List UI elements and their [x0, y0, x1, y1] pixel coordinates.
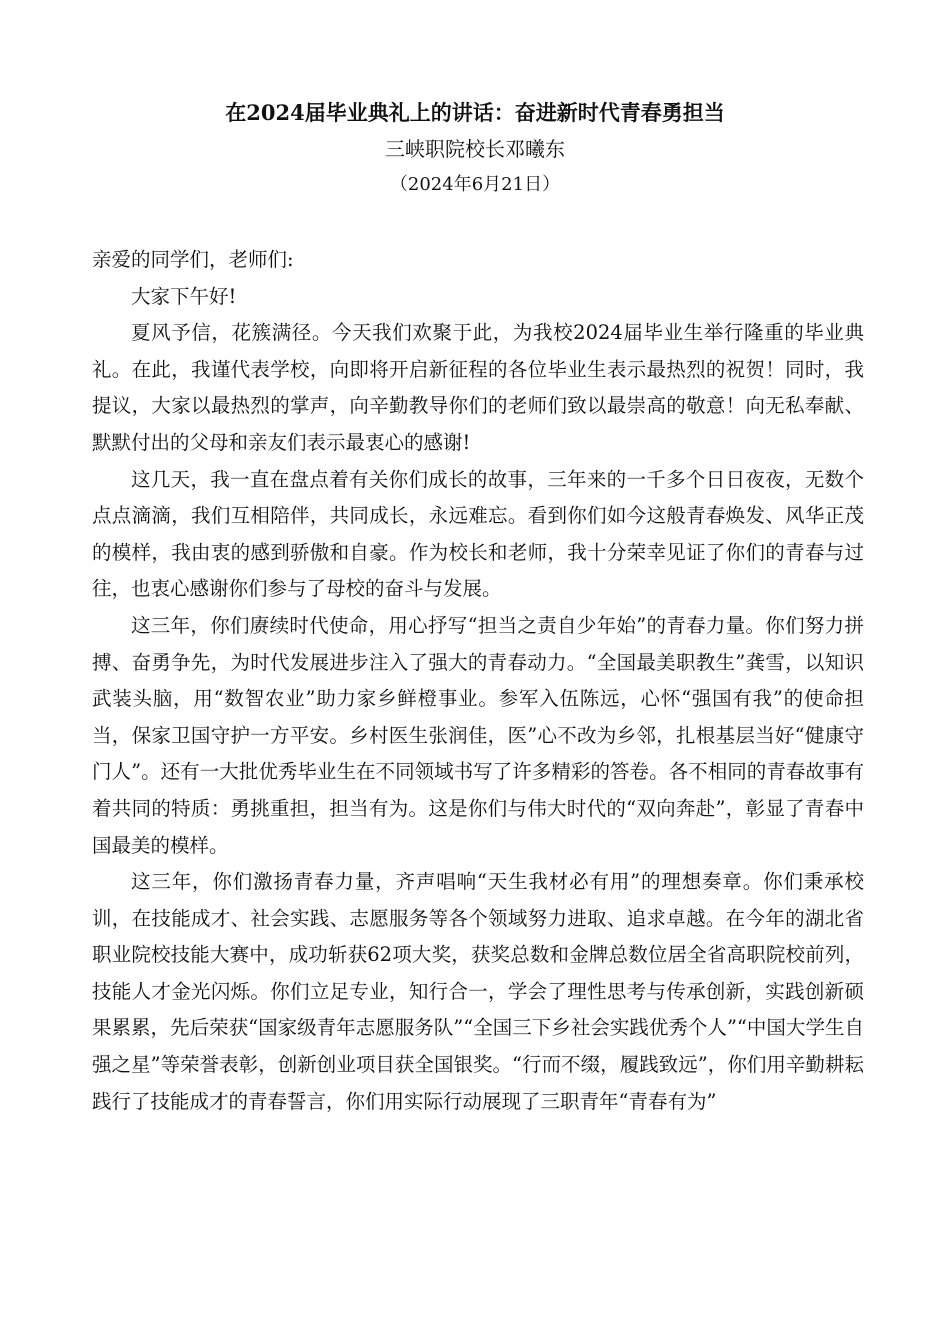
paragraph-opening: 夏风予信，花簇满径。今天我们欢聚于此，为我校2024届毕业生举行隆重的毕业典礼。在此，我谨代表学校，向即将开启新征程的各位毕业生表示最热烈的祝贺！同时，我提议，大家以最热烈的掌声，向辛勤教导你们的老师们致以最崇高的敬意！向无私奉献、默默付出的父母和亲友们表示最衷心的感谢! [92, 321, 864, 454]
document-title: 在2024届毕业典礼上的讲话：奋进新时代青春勇担当 [225, 100, 725, 125]
paragraph-achievements: 这三年，你们激扬青春力量，齐声唱响“天生我材必有用”的理想奏章。你们秉承校训，在技能成才、社会实践、志愿服务等各个领域努力进取、追求卓越。在今年的湖北省职业院校技能大赛中，成功斩获62项大奖，获奖总数和金牌总数位居全省高职院校前列，技能人才金光闪烁。你们立足专业，知行合一，学会了理性思考与传承创新，实践创新硕果累累，先后荣获“国家级青年志愿服务队”“全国三下乡社会实践优秀个人”“中国大学生自强之星”等荣誉表彰，创新创业项目获全国银奖。“行而不缀，履践致远”，你们用辛勤耕耘践行了技能成才的青春誓言，你们用实际行动展现了三职青年“青春有为” [92, 870, 864, 1113]
document-date: （2024年6月21日） [389, 174, 561, 195]
paragraph-greeting: 大家下午好! [131, 284, 237, 308]
document-body [92, 242, 864, 1120]
salutation: 亲爱的同学们，老师们: [92, 248, 294, 271]
document-author: 三峡职院校长邓曦东 [385, 137, 565, 161]
paragraph-memories: 这几天，我一直在盘点着有关你们成长的故事，三年来的一千多个日日夜夜，无数个点点滴滴，我们互相陪伴，共同成长，永远难忘。看到你们如今这般青春焕发、风华正茂的模样，我由衷的感到骄傲和自豪。作为校长和老师，我十分荣幸见证了你们的青春与过往，也衷心感谢你们参与了母校的奋斗与发展。 [92, 467, 864, 601]
paragraph-mission: 这三年，你们赓续时代使命，用心抒写“担当之责自少年始”的青春力量。你们努力拼搏、奋勇争先，为时代发展进步注入了强大的青春动力。“全国最美职教生”龚雪，以知识武装头脑，用“数智农业”助力家乡鲜橙事业。参军入伍陈远，心怀“强国有我”的使命担当，保家卫国守护一方平安。乡村医生张润佳，医”心不改为乡邻，扎根基层当好“健康守门人”。还有一大批优秀毕业生在不同领域书写了许多精彩的答卷。各不相同的青春故事有着共同的特质：勇挑重担，担当有为。这是你们与伟大时代的“双向奔赴”，彰显了青春中国最美的模样。 [92, 613, 864, 857]
